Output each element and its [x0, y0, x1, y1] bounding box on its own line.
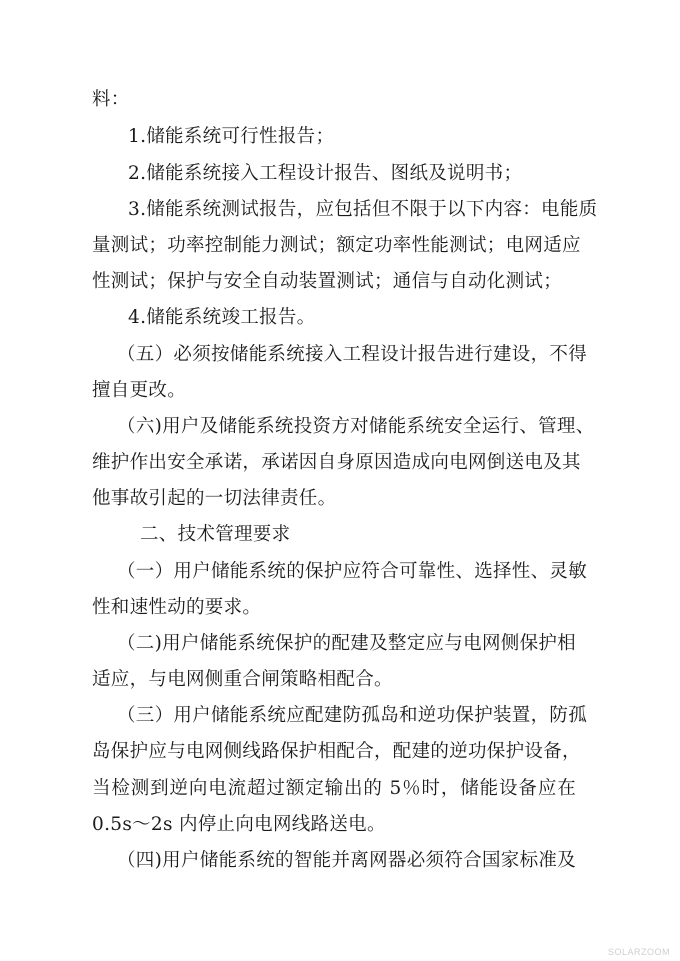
text-line: （一）用户储能系统的保护应符合可靠性、选择性、灵敏 — [117, 561, 588, 582]
text-line: 性和速性动的要求。 — [92, 597, 262, 618]
text-line: 2.储能系统接入工程设计报告、图纸及说明书； — [128, 163, 523, 184]
text-line: 当检测到逆向电流超过额定输出的 5％时，储能设备应在 — [92, 778, 576, 799]
section-heading: 二、技术管理要求 — [140, 524, 291, 545]
text-line: 适应，与电网侧重合闸策略相配合。 — [92, 669, 393, 690]
text-line: 量测试；功率控制能力测试；额定功率性能测试；电网适应 — [92, 235, 581, 256]
text-line: （二)用户储能系统保护的配建及整定应与电网侧保护相 — [117, 633, 576, 654]
watermark-logo: SOLARZOOM — [607, 947, 670, 957]
text-line: 维护作出安全承诺，承诺因自身原因造成向电网倒送电及其 — [92, 452, 581, 473]
text-line: （四)用户储能系统的智能并离网器必须符合国家标准及 — [117, 850, 576, 871]
text-line: 他事故引起的一切法律责任。 — [92, 488, 337, 509]
text-line: 3.储能系统测试报告，应包括但不限于以下内容：电能质 — [128, 199, 598, 220]
text-line: 擅自更改。 — [92, 380, 187, 401]
text-line: （六)用户及储能系统投资方对储能系统安全运行、管理、 — [117, 416, 595, 437]
text-line: 0.5s～2s 内停止向电网线路送电。 — [92, 814, 386, 835]
text-line: （三）用户储能系统应配建防孤岛和逆功保护装置，防孤 — [117, 705, 588, 726]
text-line: 4.储能系统竣工报告。 — [128, 307, 316, 328]
text-line: 岛保护应与电网侧线路保护相配合，配建的逆功保护设备， — [92, 741, 581, 762]
text-line: （五）必须按储能系统接入工程设计报告进行建设，不得 — [117, 344, 588, 365]
text-line: 料： — [92, 89, 130, 110]
text-line: 性测试；保护与安全自动装置测试；通信与自动化测试； — [92, 271, 563, 292]
text-line: 1.储能系统可行性报告； — [128, 126, 335, 147]
